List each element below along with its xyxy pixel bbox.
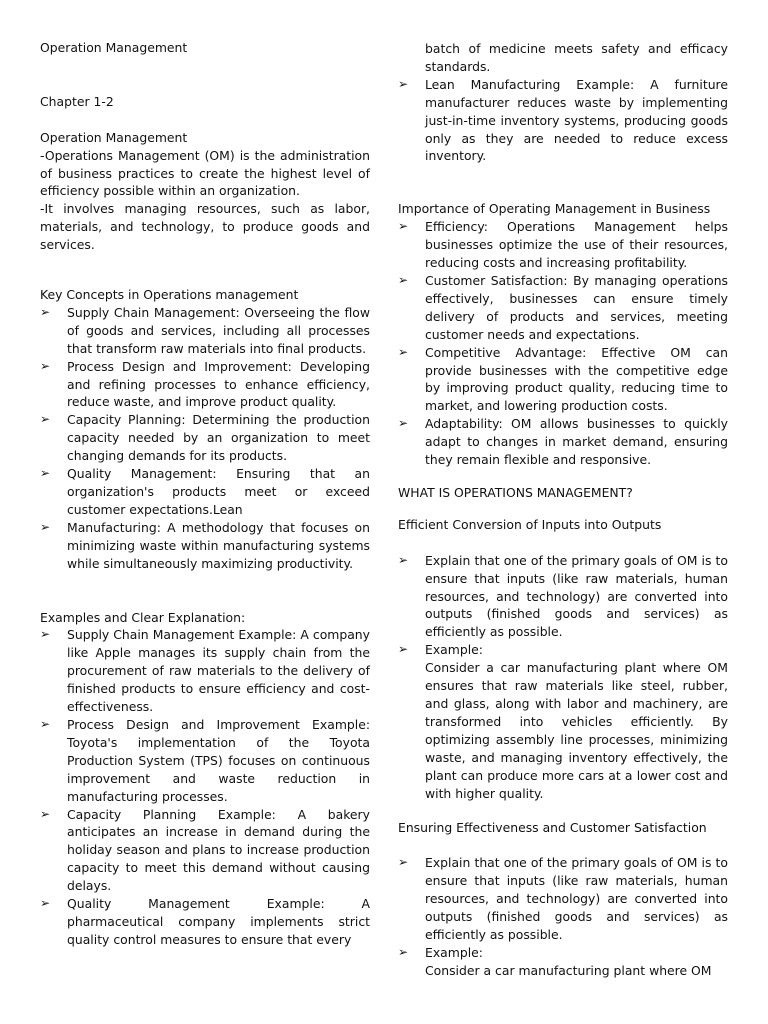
section-title: Operation Management bbox=[40, 129, 188, 145]
arrow-bullet-icon: ➢ bbox=[40, 896, 51, 911]
what-is-heading: WHAT IS OPERATIONS MANAGEMENT? bbox=[398, 484, 633, 500]
examples-list bbox=[40, 626, 370, 948]
arrow-bullet-icon: ➢ bbox=[40, 806, 51, 821]
efficient-conversion-heading: Efficient Conversion of Inputs into Outputs bbox=[398, 516, 662, 532]
key-concepts-list bbox=[40, 304, 370, 573]
document-title: Operation Management bbox=[40, 40, 188, 55]
effectiveness-list bbox=[398, 854, 728, 979]
list-item: ➢ Competitive Advantage: Effective OM can provide businesses with the competitive edge by improving product quality, reducing time to market, and lowering production costs. bbox=[398, 344, 728, 414]
arrow-bullet-icon: ➢ bbox=[398, 76, 409, 91]
list-item-continuation: batch of medicine meets safety and efficacy standards. bbox=[425, 41, 728, 74]
chapter-label: Chapter 1-2 bbox=[40, 93, 114, 109]
list-item: ➢ Efficiency: Operations Management helps businesses optimize the use of their resources, reducing costs and increasing profitability. bbox=[398, 219, 728, 271]
arrow-bullet-icon: ➢ bbox=[40, 304, 51, 319]
arrow-bullet-icon: ➢ bbox=[40, 466, 51, 481]
right-column bbox=[398, 40, 728, 980]
arrow-bullet-icon: ➢ bbox=[398, 272, 409, 287]
arrow-bullet-icon: ➢ bbox=[398, 416, 409, 431]
arrow-bullet-icon: ➢ bbox=[398, 944, 409, 959]
list-item: ➢ Capacity Planning: Determining the production capacity needed by an organization to meet changing demands for its products. bbox=[40, 412, 370, 464]
left-column bbox=[40, 39, 370, 949]
key-concepts-heading: Key Concepts in Operations management bbox=[40, 287, 299, 303]
list-item: ➢ Process Design and Improvement Example: Toyota's implementation of the Toyota Production System (TPS) focuses on continuous improvement and waste reduction in manufacturing processes. bbox=[40, 716, 370, 804]
list-item: ➢ Adaptability: OM allows businesses to quickly adapt to changes in market demand, ensuring they remain flexible and responsive. bbox=[398, 416, 728, 468]
list-item: ➢ Example: bbox=[398, 944, 483, 960]
effectiveness-heading: Ensuring Effectiveness and Customer Satisfaction bbox=[398, 820, 707, 836]
importance-list bbox=[398, 218, 728, 469]
list-item: ➢ Explain that one of the primary goals of OM is to ensure that inputs (like raw materials, human resources, and technology) are converted into outputs (finished goods and services) as efficiently as possible. bbox=[398, 855, 728, 942]
examples-list-continued bbox=[398, 40, 728, 165]
arrow-bullet-icon: ➢ bbox=[398, 855, 409, 870]
example-text: Consider a car manufacturing plant where OM bbox=[425, 962, 712, 978]
arrow-bullet-icon: ➢ bbox=[40, 627, 51, 642]
arrow-bullet-icon: ➢ bbox=[398, 219, 409, 234]
list-item: ➢ Quality Management: Ensuring that an organization's products meet or exceed customer expectations.Lean bbox=[40, 466, 370, 517]
arrow-bullet-icon: ➢ bbox=[398, 344, 409, 359]
definition-paragraph: -Operations Management (OM) is the administration of business practices to create the highest level of efficiency possible within an organization. bbox=[40, 147, 370, 199]
arrow-bullet-icon: ➢ bbox=[40, 716, 51, 731]
list-item: ➢ Quality Management Example: A pharmaceutical company implements strict quality control measures to ensure that every bbox=[40, 896, 370, 947]
list-item: ➢ Explain that one of the primary goals of OM is to ensure that inputs (like raw materials, human resources, and technology) are converted into outputs (finished goods and services) as efficiently as possible. bbox=[398, 552, 728, 640]
arrow-bullet-icon: ➢ bbox=[40, 412, 51, 427]
list-item: ➢ Lean Manufacturing Example: A furniture manufacturer reduces waste by implementing just-in-time inventory systems, producing goods only as they are needed to reduce excess inventory. bbox=[398, 76, 728, 164]
examples-heading: Examples and Clear Explanation: bbox=[40, 609, 246, 625]
list-item: ➢ Example: bbox=[398, 642, 483, 658]
efficient-conversion-list bbox=[398, 552, 728, 803]
list-item: ➢ Manufacturing: A methodology that focuses on minimizing waste within manufacturing systems while simultaneously maximizing productivity. bbox=[40, 519, 370, 571]
arrow-bullet-icon: ➢ bbox=[40, 519, 51, 534]
list-item: ➢ Supply Chain Management: Overseeing the flow of goods and services, including all processes that transform raw materials into final products. bbox=[40, 304, 370, 356]
list-item: ➢ Capacity Planning Example: A bakery anticipates an increase in demand during the holiday season and plans to increase production capacity to meet this demand without causing delays. bbox=[40, 806, 370, 894]
example-text: Consider a car manufacturing plant where OM ensures that raw materials like steel, rubber, and glass, along with labor and machinery, are transformed into vehicles efficiently. By optimizing assembly line processes, minimizing waste, and managing inventory effectively, the plant can produce more cars at a lower cost and with higher quality. bbox=[425, 660, 728, 801]
list-item: ➢ Customer Satisfaction: By managing operations effectively, businesses can ensure timely delivery of products and services, meeting customer needs and expectations. bbox=[398, 272, 728, 342]
importance-heading: Importance of Operating Management in Business bbox=[398, 201, 711, 217]
list-item: ➢ Process Design and Improvement: Developing and refining processes to enhance efficiency, reduce waste, and improve product quality. bbox=[40, 358, 370, 410]
arrow-bullet-icon: ➢ bbox=[40, 358, 51, 373]
list-item: ➢ Supply Chain Management Example: A company like Apple manages its supply chain from the procurement of raw materials to the delivery of finished products to ensure efficiency and cost-effectiveness. bbox=[40, 627, 370, 715]
arrow-bullet-icon: ➢ bbox=[398, 552, 409, 567]
definition-paragraph: -It involves managing resources, such as labor, materials, and technology, to produce goods and services. bbox=[40, 201, 370, 253]
arrow-bullet-icon: ➢ bbox=[398, 642, 409, 657]
